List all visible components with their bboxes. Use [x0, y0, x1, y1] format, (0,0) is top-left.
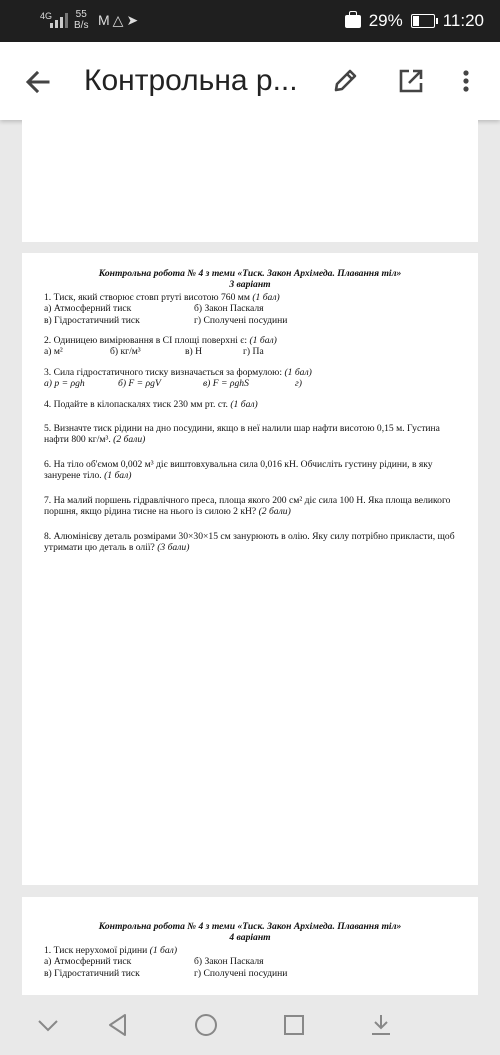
- question-5: [44, 423, 456, 446]
- option-d: г) Сполучені посудини: [194, 314, 288, 326]
- option-b: б) F = ρgV: [118, 378, 161, 390]
- question-text: 8. Алюмінієву деталь розмірами 30×30×15 см занурюють в олію. Яку силу потрібно прикласти, щоб утримати цю деталь в олії?: [44, 530, 455, 553]
- battery-icon: [411, 14, 435, 28]
- question-3: [44, 367, 456, 390]
- question-6: [44, 459, 456, 482]
- gmail-icon: M: [98, 12, 113, 28]
- option-a: а) p = ρgh: [44, 378, 85, 390]
- question-points: (2 бали): [113, 434, 146, 446]
- status-right: [345, 11, 484, 31]
- option-c: в) F = ρghS: [203, 378, 249, 390]
- question-text: 3. Сила гідростатичного тиску визначається за формулою:: [44, 366, 283, 378]
- question-text: 1. Тиск нерухомої рідини: [44, 944, 148, 956]
- option-c: в) Гідростатичний тиск: [44, 314, 140, 326]
- question-text: 4. Подайте в кілопаскалях тиск 230 мм рт. ст.: [44, 398, 228, 410]
- warning-icon: △: [112, 12, 127, 28]
- clock: 11:20: [442, 11, 484, 30]
- battery-percent: 29%: [368, 11, 403, 30]
- question-1: [44, 945, 456, 979]
- variant-label: 3 варіант: [229, 279, 271, 291]
- question-points: (1 бал): [149, 944, 178, 956]
- question-8: [44, 531, 456, 554]
- home-circle-icon[interactable]: [192, 1011, 220, 1039]
- network-speed: [74, 9, 88, 31]
- chevron-down-icon[interactable]: [34, 1011, 62, 1039]
- question-points: (1 бал): [252, 291, 280, 303]
- back-arrow-icon[interactable]: [22, 66, 54, 98]
- question-text: 6. На тіло об'ємом 0,002 м³ діє виштовхувальна сила 0,016 кН. Обчисліть густину рідини, в яку занурене тіло.: [44, 458, 433, 482]
- document-page-3: [22, 897, 478, 995]
- status-bar: [0, 0, 500, 42]
- work-profile-icon: [345, 15, 361, 28]
- option-a: а) м²: [44, 346, 63, 358]
- question-4: [44, 399, 456, 410]
- option-d: г) Па: [243, 346, 264, 358]
- option-d: г) Сполучені посудини: [194, 967, 288, 979]
- option-b: б) Закон Паскаля: [194, 956, 264, 968]
- option-c: в) Гідростатичний тиск: [44, 967, 140, 979]
- document-page-2: [22, 253, 478, 885]
- speed-unit: B/s: [74, 20, 89, 31]
- question-points: (1 бал): [104, 470, 132, 482]
- question-text: 1. Тиск, який створює стовп ртуті висотою 760 мм: [44, 291, 250, 303]
- signal-icon: [50, 12, 68, 28]
- notification-icons: [98, 12, 141, 29]
- test-header: Контрольна робота № 4 з теми «Тиск. Закон Архімеда. Плавання тіл»: [98, 921, 402, 932]
- question-points: (1 бал): [249, 335, 277, 347]
- system-nav-bar: [0, 995, 500, 1055]
- document-page-1: [22, 120, 478, 242]
- option-c: в) Н: [185, 346, 203, 358]
- test-variant-4: [44, 921, 456, 979]
- question-points: (3 бали): [157, 541, 190, 553]
- question-2: [44, 335, 456, 358]
- question-points: (1 бал): [230, 398, 258, 410]
- question-text: 2. Одиницею вимірювання в СІ площі поверхні є:: [44, 335, 248, 347]
- option-b: б) кг/м³: [110, 346, 141, 358]
- question-text: 7. На малий поршень гідравлічного преса, площа якого 200 см² діє сила 100 Н. Яка площа великого поршня, якщо рідина тисне на нього із силою 2 кН?: [44, 494, 451, 518]
- more-vert-icon[interactable]: [456, 66, 476, 96]
- question-points: (1 бал): [284, 366, 312, 378]
- download-tray-icon[interactable]: [367, 1011, 395, 1039]
- test-header: Контрольна робота № 4 з теми «Тиск. Закон Архімеда. Плавання тіл»: [98, 268, 402, 279]
- app-bar: [0, 42, 500, 120]
- question-text: 5. Визначте тиск рідини на дно посудини, якщо в неї налили шар нафти висотою 0,15 м. Густина нафти 800 кг/м³.: [44, 423, 440, 446]
- telegram-icon: ➤: [126, 12, 142, 28]
- option-d: г): [295, 378, 302, 390]
- recents-square-icon[interactable]: [280, 1011, 308, 1039]
- open-external-icon[interactable]: [396, 66, 426, 96]
- option-a: а) Атмосферний тиск: [44, 303, 132, 315]
- question-points: (2 бали): [258, 506, 291, 518]
- option-a: а) Атмосферний тиск: [44, 956, 132, 968]
- pencil-icon[interactable]: [330, 66, 360, 96]
- test-variant-3: [44, 268, 456, 553]
- question-7: [44, 495, 456, 518]
- question-1: [44, 292, 456, 326]
- speed-value: 55: [75, 9, 87, 20]
- network-type: 4G: [40, 11, 53, 21]
- back-triangle-icon[interactable]: [104, 1011, 132, 1039]
- page-title: Контрольна р...: [84, 64, 298, 97]
- variant-label: 4 варіант: [229, 932, 271, 944]
- option-b: б) Закон Паскаля: [194, 303, 264, 315]
